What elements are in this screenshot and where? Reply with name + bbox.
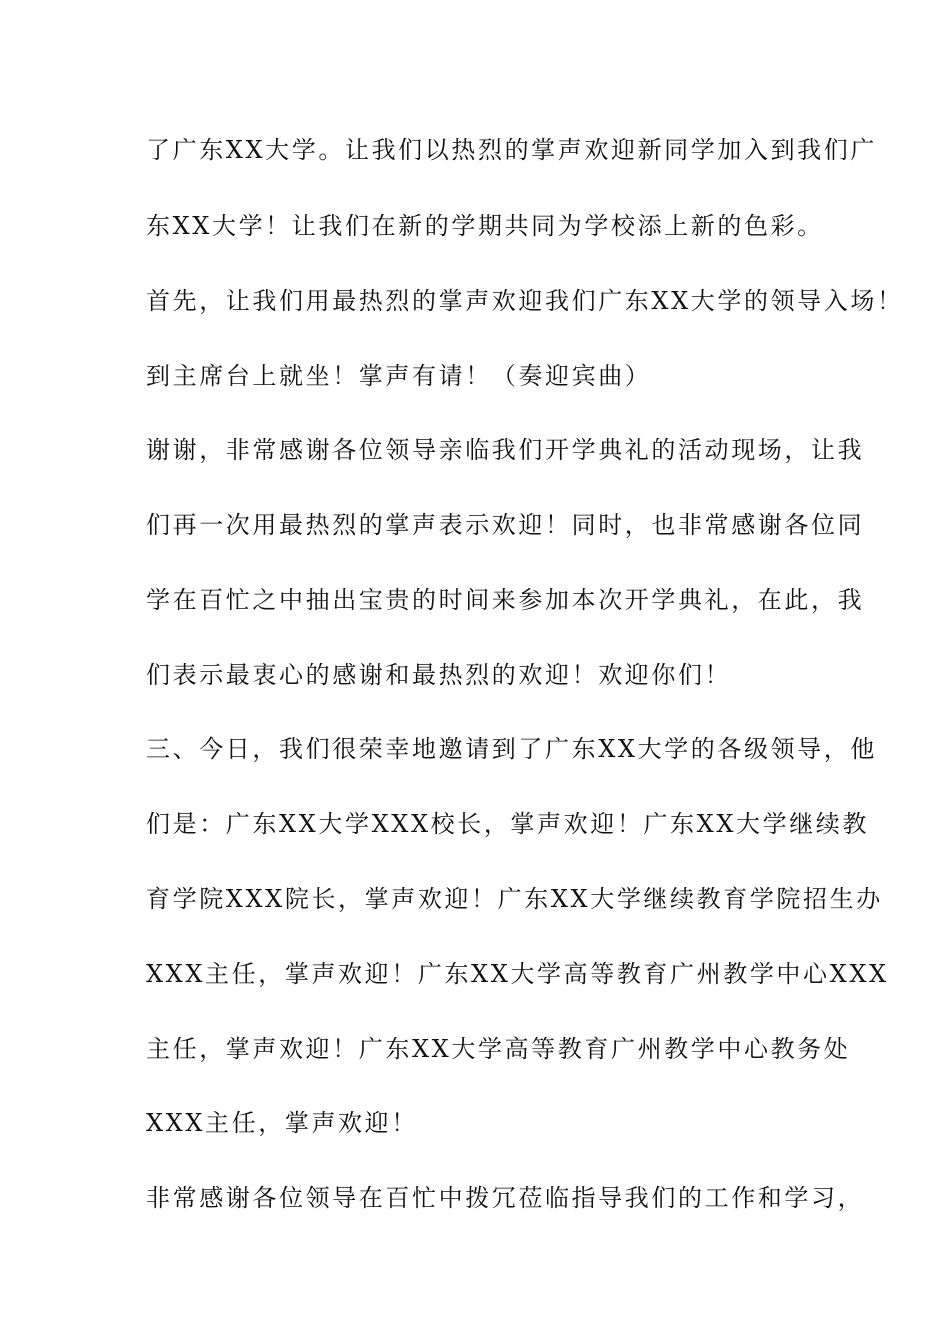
- text-line: 首先，让我们用最热烈的掌声欢迎我们广东XX大学的领导入场！: [146, 287, 904, 315]
- text-line: XXX主任，掌声欢迎！: [146, 1109, 418, 1137]
- text-line: 到主席台上就坐！掌声有请！（奏迎宾曲）: [146, 362, 652, 390]
- text-line: 们是：广东XX大学XXX校长，掌声欢迎！广东XX大学继续教: [146, 810, 869, 838]
- text-line: 三、今日，我们很荣幸地邀请到了广东XX大学的各级领导，他: [146, 735, 877, 763]
- text-line: 了广东XX大学。让我们以热烈的掌声欢迎新同学加入到我们广: [146, 136, 877, 164]
- text-line: 育学院XXX院长，掌声欢迎！广东XX大学继续教育学院招生办: [146, 885, 883, 913]
- text-line: 们再一次用最热烈的掌声表示欢迎！同时，也非常感谢各位同: [146, 511, 865, 539]
- text-line: 东XX大学！让我们在新的学期共同为学校添上新的色彩。: [146, 212, 824, 240]
- text-line: 非常感谢各位领导在百忙中拨冗莅临指导我们的工作和学习，: [146, 1184, 865, 1212]
- text-line: 们表示最衷心的感谢和最热烈的欢迎！欢迎你们！: [146, 661, 732, 689]
- text-line: 主任，掌声欢迎！广东XX大学高等教育广州教学中心教务处: [146, 1035, 851, 1063]
- text-line: 学在百忙之中抽出宝贵的时间来参加本次开学典礼，在此，我: [146, 586, 865, 614]
- text-line: XXX主任，掌声欢迎！广东XX大学高等教育广州教学中心XXX: [146, 960, 889, 988]
- text-line: 谢谢，非常感谢各位领导亲临我们开学典礼的活动现场，让我: [146, 436, 865, 464]
